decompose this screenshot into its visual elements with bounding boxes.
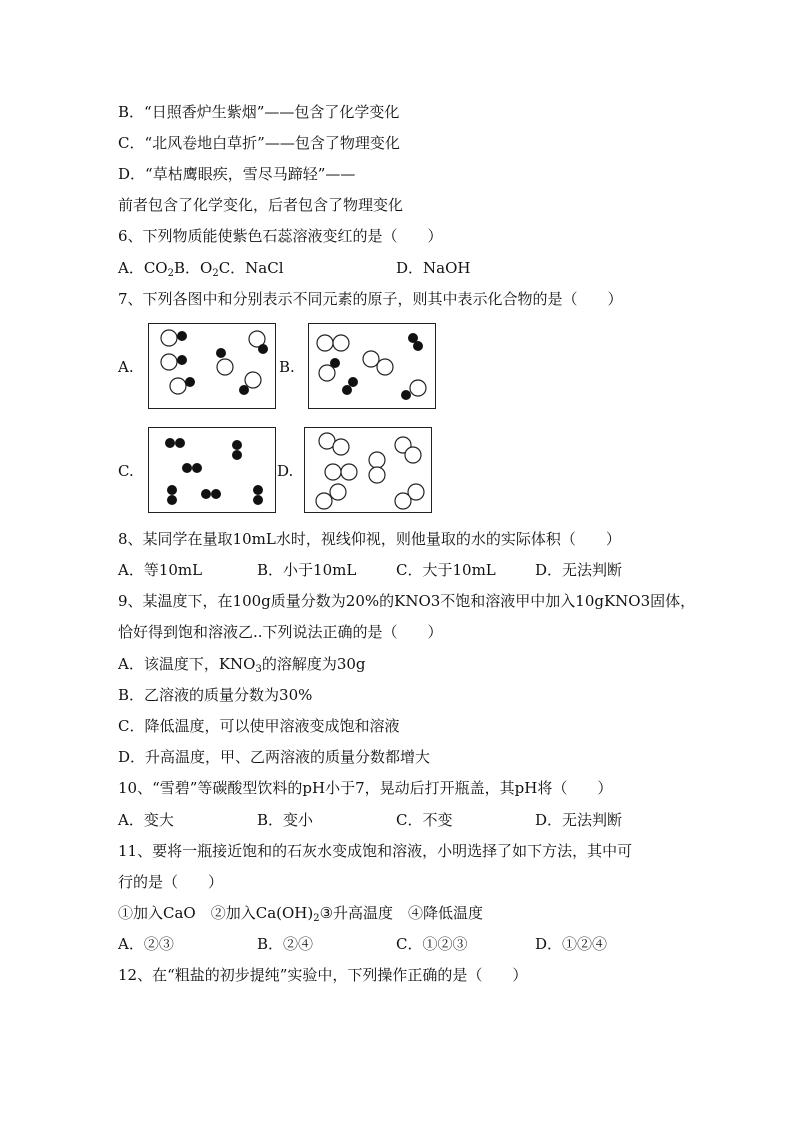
q7-figure-a — [148, 323, 276, 409]
question-7: 7、下列各图中和分别表示不同元素的原子，则其中表示化合物的是（ ） — [118, 290, 623, 308]
question-9-line-1: 9、某温度下，在100g质量分数为20%的KNO3不饱和溶液甲中加入10gKNO3固体， — [118, 592, 696, 610]
question-11-line-1: 11、要将一瓶接近饱和的石灰水变成饱和溶液，小明选择了如下方法，其中可 — [118, 842, 633, 860]
q10-option-b: B．变小 — [257, 811, 314, 829]
question-10: 10、“雪碧”等碳酸型饮料的pH小于7，晃动后打开瓶盖，其pH将（ ） — [118, 779, 613, 797]
q5-option-d-continued: 前者包含了化学变化，后者包含了物理变化 — [118, 196, 404, 214]
molecule-diagram-b — [309, 324, 435, 408]
q11-option-b: B．②④ — [257, 935, 314, 953]
q7-figure-c — [148, 427, 276, 513]
q9-option-a: A．该温度下，$KNO_3$的溶解度为30g — [118, 655, 366, 675]
molecule-diagram-d — [305, 428, 431, 512]
q8-option-c: C．大于10mL — [396, 561, 496, 579]
q10-option-c: C．不变 — [396, 811, 453, 829]
question-11-line-2: 行的是（ ） — [118, 873, 224, 891]
q6-options-abc: A．$CO_2B$．$O_2C$．NaCl — [118, 259, 284, 279]
q8-option-b: B．小于10mL — [257, 561, 357, 579]
q7-label-c: C. — [118, 462, 134, 480]
q7-label-a: A. — [118, 358, 134, 376]
q11-option-c: C．①②③ — [396, 935, 468, 953]
q5-option-c: C．“北风卷地白草折”——包含了物理变化 — [118, 134, 400, 152]
question-6: 6、下列物质能使紫色石蕊溶液变红的是（ ） — [118, 227, 443, 245]
q9-option-b: B．乙溶液的质量分数为30% — [118, 686, 313, 704]
q10-option-a: A．变大 — [118, 811, 174, 829]
question-8: 8、某同学在量取10mL水时，视线仰视，则他量取的水的实际体积（ ） — [118, 530, 621, 548]
q10-option-d: D．无法判断 — [535, 811, 623, 829]
q6-option-d: D．NaOH — [396, 259, 471, 277]
q9-option-c: C．降低温度，可以使甲溶液变成饱和溶液 — [118, 717, 400, 735]
q7-figure-d — [304, 427, 432, 513]
q8-option-d: D．无法判断 — [535, 561, 623, 579]
question-12: 12、在“粗盐的初步提纯”实验中，下列操作正确的是（ ） — [118, 966, 528, 984]
q7-figure-b — [308, 323, 436, 409]
q9-option-d: D．升高温度，甲、乙两溶液的质量分数都增大 — [118, 748, 431, 766]
molecule-diagram-a — [149, 324, 275, 408]
q5-option-b: B．“日照香炉生紫烟”——包含了化学变化 — [118, 103, 400, 121]
q11-methods: ①加入CaO ②加入$Ca(OH)_2③$升高温度 ④降低温度 — [118, 904, 484, 924]
q11-option-a: A．②③ — [118, 935, 174, 953]
q7-label-d: D. — [277, 462, 294, 480]
q5-option-d: D．“草枯鹰眼疾，雪尽马蹄轻”—— — [118, 165, 356, 183]
question-9-line-2: 恰好得到饱和溶液乙..下列说法正确的是（ ） — [118, 623, 443, 641]
q7-label-b: B. — [279, 358, 295, 376]
molecule-diagram-c — [149, 428, 275, 512]
q8-option-a: A．等10mL — [118, 561, 203, 579]
q11-option-d: D．①②④ — [535, 935, 608, 953]
